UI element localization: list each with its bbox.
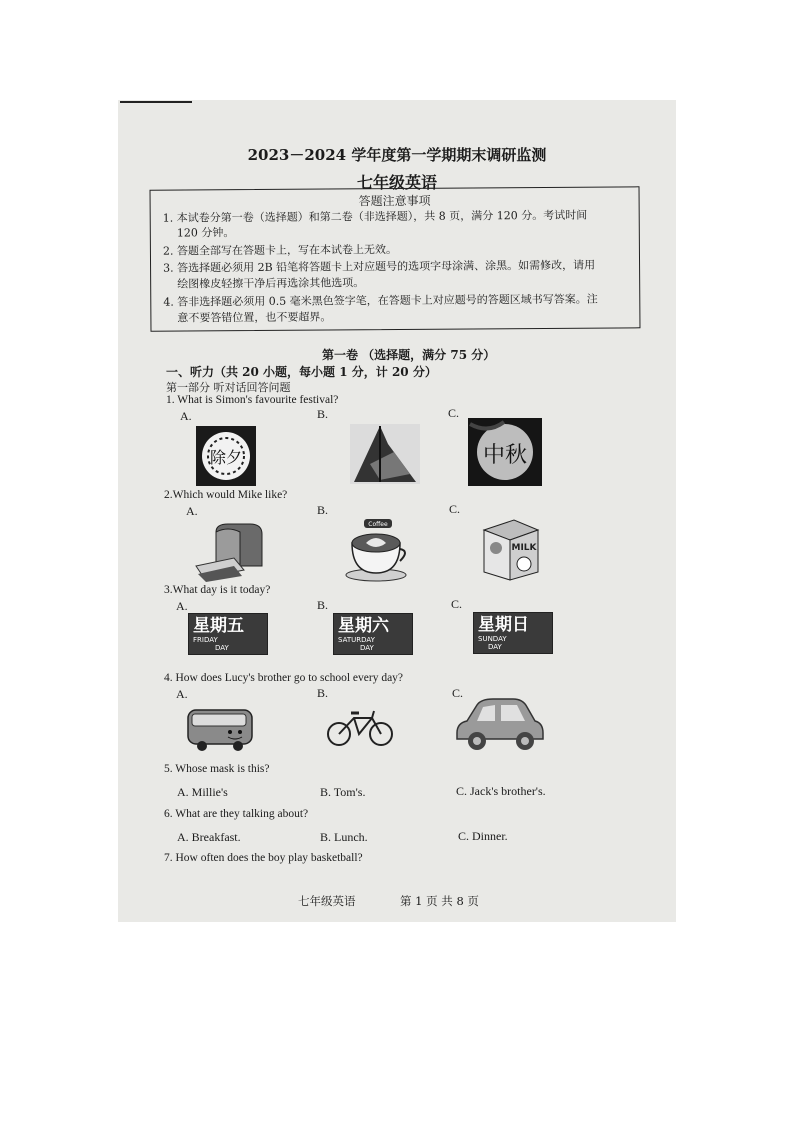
spring-festival-text: 除夕	[209, 448, 243, 467]
friday-sign	[188, 613, 268, 655]
question-6: 6. What are they talking about?	[164, 808, 309, 820]
question-7: 7. How often does the boy play basketball?	[164, 852, 363, 864]
sunday-day: DAY	[488, 643, 502, 651]
question-1: 1. What is Simon's favourite festival?	[166, 394, 339, 406]
saturday-cn: 星期六	[338, 616, 389, 636]
notice-item-3: 3. 答选择题必须用 2B 铅笔将答题卡上对应题号的选项字母涂满、涂黑。如需修改，请用	[163, 258, 596, 275]
section-heading: 第一卷 （选择题，满分 75 分）	[322, 348, 496, 362]
friday-cn: 星期五	[193, 616, 244, 636]
q3-option-a: A.	[176, 599, 188, 613]
spring-festival-icon	[196, 426, 256, 486]
friday-day: DAY	[215, 644, 229, 652]
bicycle-icon	[326, 708, 394, 748]
saturday-en: SATURDAY	[338, 636, 375, 644]
q4-option-c: C.	[452, 686, 464, 700]
milk-carton-icon	[474, 516, 544, 582]
sunday-sign	[473, 612, 553, 654]
bus-icon	[186, 706, 256, 752]
part-one-title: 第一部分 听对话回答问题	[166, 381, 291, 394]
exam-title: 2023－2024 学年度第一学期期末调研监测	[247, 146, 547, 164]
mid-autumn-text: 中秋	[482, 443, 528, 468]
milk-label: MILK	[511, 543, 537, 553]
notice-item-2: 2. 答题全部写在答题卡上，写在本试卷上无效。	[162, 242, 397, 258]
q1-option-c: C.	[448, 406, 460, 420]
q3-option-c: C.	[451, 597, 463, 611]
sunday-cn: 星期日	[478, 615, 529, 635]
q2-option-a: A.	[186, 504, 198, 518]
saturday-sign	[333, 613, 413, 655]
q5-option-b: B. Tom's.	[320, 785, 366, 799]
exam-subject: 七年级英语	[356, 173, 437, 192]
q2-option-c: C.	[449, 502, 461, 516]
q3-option-b: B.	[317, 598, 329, 612]
car-icon	[453, 697, 545, 751]
listening-title: 一、听力（共 20 小题，每小题 1 分，计 20 分）	[166, 365, 437, 379]
sunday-en: SUNDAY	[478, 635, 507, 643]
saturday-day: DAY	[360, 644, 374, 652]
bread-icon	[194, 522, 266, 582]
q4-option-a: A.	[176, 687, 188, 701]
q1-option-b: B.	[317, 407, 329, 421]
q2-option-b: B.	[317, 503, 329, 517]
q5-option-c: C. Jack's brother's.	[456, 784, 546, 798]
notice-item-4: 4. 答非选择题必须用 0.5 毫米黑色签字笔，在答题卡上对应题号的答题区域书写答案。注	[163, 292, 598, 309]
question-5: 5. Whose mask is this?	[164, 763, 270, 775]
notice-item-1-cont: 120 分钟。	[176, 226, 235, 240]
coffee-label: Coffee	[368, 521, 388, 528]
q1-option-a: A.	[180, 409, 192, 423]
question-2: 2.Which would Mike like?	[164, 489, 288, 501]
q6-option-b: B. Lunch.	[320, 830, 368, 844]
top-rule	[120, 101, 192, 103]
question-4: 4. How does Lucy's brother go to school every day?	[164, 672, 404, 684]
q5-option-a: A. Millie's	[177, 785, 228, 799]
q6-option-c: C. Dinner.	[458, 829, 508, 843]
friday-en: FRIDAY	[193, 636, 218, 644]
notice-item-3-cont: 绘图橡皮轻擦干净后再选涂其他选项。	[177, 276, 365, 291]
dragon-boat-festival-icon	[350, 424, 420, 484]
footer-page: 第 1 页 共 8 页	[400, 894, 479, 908]
notice-box	[150, 186, 641, 331]
question-3: 3.What day is it today?	[164, 584, 271, 596]
q6-option-a: A. Breakfast.	[177, 830, 241, 844]
q4-option-b: B.	[317, 686, 329, 700]
coffee-cup-icon	[342, 519, 412, 583]
notice-item-4-cont: 意不要答错位置，也不要超界。	[177, 310, 332, 325]
notice-item-1: 1. 本试卷分第一卷（选择题）和第二卷（非选择题），共 8 页，满分 120 分。考试时间	[162, 208, 588, 225]
mid-autumn-festival-icon	[468, 418, 542, 486]
notice-heading: 答题注意事项	[358, 193, 431, 209]
footer-subject: 七年级英语	[298, 894, 356, 908]
